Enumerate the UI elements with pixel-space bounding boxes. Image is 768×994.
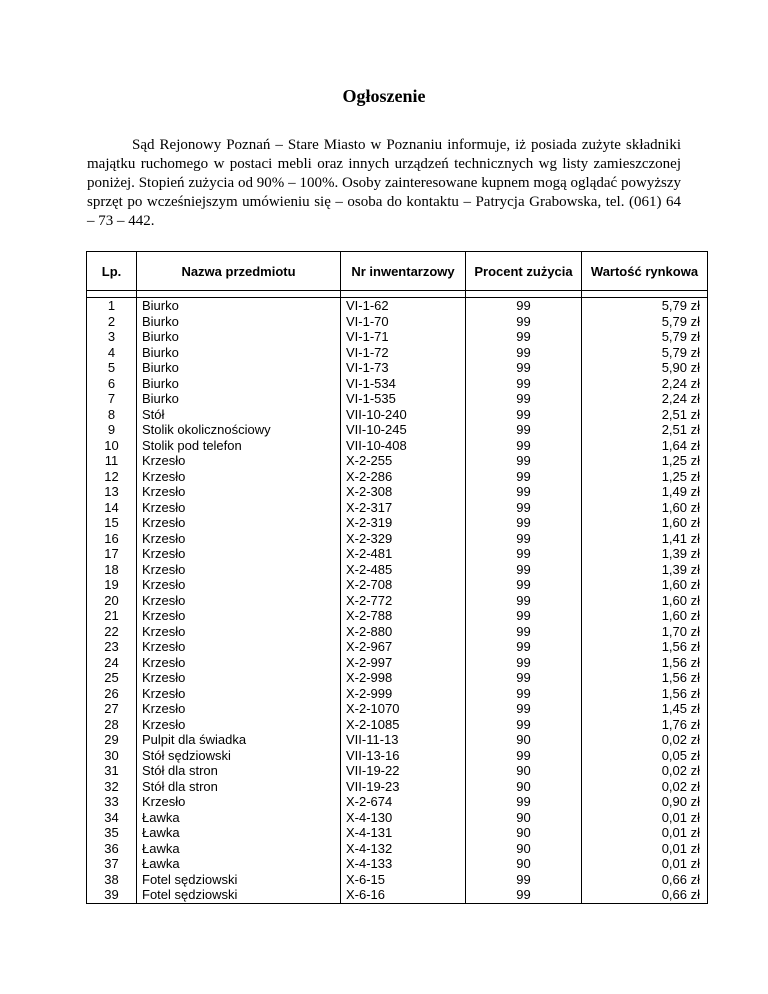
cell-name: Krzesło bbox=[142, 716, 186, 732]
cell-name: Krzesło bbox=[142, 484, 186, 499]
header-name: Nazwa przedmiotu bbox=[137, 252, 341, 291]
cell-lp: 34 bbox=[104, 809, 119, 825]
cell-name: Stół bbox=[142, 406, 165, 422]
cell-pct: 99 bbox=[516, 592, 531, 608]
cell-pct: 99 bbox=[516, 329, 531, 344]
cell-pct: 99 bbox=[516, 313, 531, 329]
cell-pct: 99 bbox=[516, 406, 531, 422]
header-pct: Procent zużycia bbox=[466, 252, 582, 291]
cell-nr: VI-1-535 bbox=[346, 391, 396, 406]
cell-pct: 99 bbox=[516, 360, 531, 375]
cell-name: Biurko bbox=[142, 313, 179, 329]
column-val bbox=[582, 298, 708, 904]
cell-val: 1,64 zł bbox=[661, 437, 700, 453]
cell-lp: 32 bbox=[104, 778, 119, 794]
cell-val: 1,60 zł bbox=[661, 577, 700, 592]
cell-nr: X-4-131 bbox=[346, 825, 393, 840]
cell-val: 2,24 zł bbox=[661, 391, 700, 406]
cell-lp: 31 bbox=[104, 763, 119, 778]
cell-pct: 99 bbox=[516, 344, 531, 360]
cell-val: 0,90 zł bbox=[661, 794, 700, 809]
inventory-table bbox=[86, 251, 708, 904]
header-nr: Nr inwentarzowy bbox=[341, 252, 466, 291]
column-pct bbox=[466, 298, 582, 904]
cell-val: 5,79 zł bbox=[661, 298, 700, 313]
cell-val: 0,05 zł bbox=[661, 747, 700, 763]
cell-name: Ławka bbox=[142, 856, 180, 871]
cell-name: Pulpit dla świadka bbox=[142, 732, 247, 747]
cell-lp: 30 bbox=[104, 747, 119, 763]
cell-name: Biurko bbox=[142, 344, 179, 360]
cell-nr: X-2-317 bbox=[346, 499, 393, 515]
cell-name: Fotel sędziowski bbox=[142, 887, 238, 902]
cell-nr: VII-10-240 bbox=[346, 406, 407, 422]
cell-lp: 26 bbox=[104, 685, 119, 701]
cell-val: 1,25 zł bbox=[661, 453, 700, 468]
cell-name: Krzesło bbox=[142, 561, 186, 577]
cell-pct: 99 bbox=[516, 499, 531, 515]
cell-val: 1,70 zł bbox=[661, 623, 700, 639]
cell-val: 0,01 zł bbox=[661, 809, 700, 825]
cell-nr: VI-1-70 bbox=[346, 313, 389, 329]
cell-pct: 90 bbox=[516, 825, 531, 840]
cell-lp: 19 bbox=[104, 577, 119, 592]
cell-name: Stół dla stron bbox=[142, 778, 218, 794]
cell-val: 1,39 zł bbox=[661, 561, 700, 577]
cell-pct: 99 bbox=[516, 639, 531, 654]
cell-name: Krzesło bbox=[142, 546, 186, 561]
cell-name: Stolik okolicznościowy bbox=[142, 422, 271, 437]
cell-name: Krzesło bbox=[142, 685, 186, 701]
cell-lp: 33 bbox=[104, 794, 119, 809]
cell-name: Biurko bbox=[142, 298, 179, 313]
cell-nr: VII-10-408 bbox=[346, 437, 407, 453]
cell-pct: 99 bbox=[516, 608, 531, 623]
cell-nr: X-4-132 bbox=[346, 840, 393, 856]
cell-val: 5,79 zł bbox=[661, 313, 700, 329]
cell-pct: 99 bbox=[516, 871, 531, 887]
table-gap-row bbox=[87, 291, 708, 298]
cell-val: 2,24 zł bbox=[661, 375, 700, 391]
cell-nr: X-2-998 bbox=[346, 670, 393, 685]
cell-nr: X-2-481 bbox=[346, 546, 393, 561]
cell-val: 0,01 zł bbox=[661, 856, 700, 871]
cell-nr: VI-1-71 bbox=[346, 329, 389, 344]
cell-name: Krzesło bbox=[142, 794, 186, 809]
header-lp: Lp. bbox=[87, 252, 137, 291]
cell-val: 0,01 zł bbox=[661, 840, 700, 856]
cell-pct: 99 bbox=[516, 747, 531, 763]
table-body-row bbox=[87, 298, 708, 904]
cell-lp: 39 bbox=[104, 887, 119, 902]
column-nr bbox=[341, 298, 466, 904]
cell-lp: 24 bbox=[104, 654, 119, 670]
cell-val: 0,02 zł bbox=[661, 732, 700, 747]
cell-val: 1,49 zł bbox=[661, 484, 700, 499]
cell-nr: X-2-788 bbox=[346, 608, 393, 623]
cell-name: Krzesło bbox=[142, 670, 186, 685]
cell-val: 1,76 zł bbox=[661, 716, 700, 732]
cell-nr: X-2-1085 bbox=[346, 716, 400, 732]
cell-val: 0,01 zł bbox=[661, 825, 700, 840]
cell-nr: VII-19-22 bbox=[346, 763, 400, 778]
cell-name: Krzesło bbox=[142, 468, 186, 484]
cell-val: 1,45 zł bbox=[661, 701, 700, 716]
gap-cell bbox=[466, 291, 582, 298]
cell-lp: 12 bbox=[104, 468, 119, 484]
cell-nr: X-2-772 bbox=[346, 592, 393, 608]
cell-lp: 25 bbox=[104, 670, 119, 685]
header-val: Wartość rynkowa bbox=[582, 252, 708, 291]
cell-lp: 21 bbox=[104, 608, 119, 623]
cell-name: Biurko bbox=[142, 375, 179, 391]
cell-nr: X-2-1070 bbox=[346, 701, 400, 716]
cell-lp: 28 bbox=[104, 716, 119, 732]
cell-name: Ławka bbox=[142, 840, 180, 856]
cell-val: 0,02 zł bbox=[661, 763, 700, 778]
cell-lp: 23 bbox=[104, 639, 119, 654]
cell-val: 5,90 zł bbox=[661, 360, 700, 375]
cell-pct: 99 bbox=[516, 484, 531, 499]
cell-val: 0,66 zł bbox=[661, 887, 700, 902]
cell-pct: 99 bbox=[516, 298, 531, 313]
cell-val: 1,25 zł bbox=[661, 468, 700, 484]
cell-name: Krzesło bbox=[142, 654, 186, 670]
cell-nr: X-6-16 bbox=[346, 887, 386, 902]
cell-val: 1,41 zł bbox=[661, 530, 700, 546]
cell-val: 5,79 zł bbox=[661, 344, 700, 360]
gap-cell bbox=[341, 291, 466, 298]
table-header-row bbox=[87, 252, 708, 291]
cell-name: Krzesło bbox=[142, 453, 186, 468]
cell-pct: 99 bbox=[516, 391, 531, 406]
cell-lp: 17 bbox=[104, 546, 119, 561]
cell-nr: X-2-286 bbox=[346, 468, 393, 484]
cell-lp: 18 bbox=[104, 561, 119, 577]
cell-name: Biurko bbox=[142, 329, 179, 344]
cell-val: 1,60 zł bbox=[661, 499, 700, 515]
cell-nr: X-2-880 bbox=[346, 623, 393, 639]
cell-name: Stolik pod telefon bbox=[142, 437, 242, 453]
cell-name: Krzesło bbox=[142, 639, 186, 654]
page-title: Ogłoszenie bbox=[342, 86, 426, 106]
cell-lp: 15 bbox=[104, 515, 119, 530]
cell-name: Biurko bbox=[142, 391, 179, 406]
cell-nr: X-6-15 bbox=[346, 871, 386, 887]
cell-val: 1,39 zł bbox=[661, 546, 700, 561]
cell-val: 1,56 zł bbox=[661, 654, 700, 670]
cell-lp: 8 bbox=[107, 406, 116, 422]
cell-pct: 99 bbox=[516, 701, 531, 716]
cell-lp: 13 bbox=[104, 484, 119, 499]
cell-name: Ławka bbox=[142, 809, 180, 825]
cell-pct: 99 bbox=[516, 654, 531, 670]
cell-val: 2,51 zł bbox=[661, 422, 700, 437]
cell-pct: 99 bbox=[516, 623, 531, 639]
cell-lp: 22 bbox=[104, 623, 119, 639]
cell-pct: 99 bbox=[516, 437, 531, 453]
cell-pct: 99 bbox=[516, 468, 531, 484]
cell-lp: 35 bbox=[104, 825, 119, 840]
cell-pct: 90 bbox=[516, 809, 531, 825]
cell-nr: X-4-130 bbox=[346, 809, 393, 825]
cell-val: 1,60 zł bbox=[661, 592, 700, 608]
gap-cell bbox=[137, 291, 341, 298]
cell-lp: 3 bbox=[107, 329, 116, 344]
cell-nr: VII-11-13 bbox=[346, 732, 399, 747]
cell-pct: 90 bbox=[516, 778, 531, 794]
cell-lp: 27 bbox=[104, 701, 119, 716]
cell-lp: 11 bbox=[104, 453, 119, 468]
cell-name: Krzesło bbox=[142, 608, 186, 623]
cell-nr: X-2-255 bbox=[346, 453, 393, 468]
cell-lp: 2 bbox=[107, 313, 116, 329]
cell-nr: VI-1-534 bbox=[346, 375, 396, 391]
cell-pct: 99 bbox=[516, 546, 531, 561]
cell-lp: 29 bbox=[104, 732, 119, 747]
cell-lp: 5 bbox=[107, 360, 116, 375]
cell-val: 1,56 zł bbox=[661, 685, 700, 701]
cell-nr: X-2-308 bbox=[346, 484, 393, 499]
cell-pct: 90 bbox=[516, 763, 531, 778]
cell-nr: VII-19-23 bbox=[346, 778, 400, 794]
cell-val: 2,51 zł bbox=[661, 406, 700, 422]
cell-lp: 9 bbox=[107, 422, 116, 437]
cell-pct: 90 bbox=[516, 732, 531, 747]
cell-lp: 37 bbox=[104, 856, 119, 871]
cell-lp: 1 bbox=[107, 298, 116, 313]
cell-pct: 90 bbox=[516, 840, 531, 856]
column-name bbox=[137, 298, 341, 904]
cell-lp: 36 bbox=[104, 840, 119, 856]
cell-nr: VI-1-62 bbox=[346, 298, 389, 313]
cell-pct: 99 bbox=[516, 577, 531, 592]
cell-pct: 99 bbox=[516, 515, 531, 530]
cell-pct: 99 bbox=[516, 670, 531, 685]
cell-val: 1,56 zł bbox=[661, 670, 700, 685]
cell-val: 0,66 zł bbox=[661, 871, 700, 887]
cell-name: Stół dla stron bbox=[142, 763, 218, 778]
gap-cell bbox=[87, 291, 137, 298]
cell-lp: 7 bbox=[107, 391, 116, 406]
cell-nr: X-2-329 bbox=[346, 530, 393, 546]
cell-nr: X-2-999 bbox=[346, 685, 393, 701]
cell-val: 1,56 zł bbox=[661, 639, 700, 654]
gap-cell bbox=[582, 291, 708, 298]
cell-val: 5,79 zł bbox=[661, 329, 700, 344]
cell-pct: 99 bbox=[516, 453, 531, 468]
cell-name: Krzesło bbox=[142, 701, 186, 716]
cell-pct: 99 bbox=[516, 887, 531, 902]
cell-name: Biurko bbox=[142, 360, 179, 375]
cell-name: Krzesło bbox=[142, 530, 186, 546]
cell-nr: X-2-997 bbox=[346, 654, 393, 670]
cell-pct: 90 bbox=[516, 856, 531, 871]
cell-lp: 20 bbox=[104, 592, 119, 608]
cell-nr: VI-1-72 bbox=[346, 344, 389, 360]
cell-pct: 99 bbox=[516, 716, 531, 732]
cell-name: Krzesło bbox=[142, 515, 186, 530]
cell-name: Stół sędziowski bbox=[142, 747, 231, 763]
cell-name: Krzesło bbox=[142, 577, 186, 592]
column-lp bbox=[87, 298, 137, 904]
cell-lp: 4 bbox=[107, 344, 116, 360]
cell-pct: 99 bbox=[516, 794, 531, 809]
cell-val: 1,60 zł bbox=[661, 608, 700, 623]
cell-nr: X-2-319 bbox=[346, 515, 393, 530]
cell-lp: 16 bbox=[104, 530, 119, 546]
cell-nr: X-2-967 bbox=[346, 639, 393, 654]
cell-nr: X-2-674 bbox=[346, 794, 393, 809]
cell-nr: VII-10-245 bbox=[346, 422, 407, 437]
cell-pct: 99 bbox=[516, 530, 531, 546]
cell-nr: X-2-708 bbox=[346, 577, 393, 592]
cell-val: 1,60 zł bbox=[661, 515, 700, 530]
announcement-paragraph: Sąd Rejonowy Poznań – Stare Miasto w Poznaniu informuje, iż posiada zużyte składniki majątku ruchomego w postaci mebli oraz innych urządzeń technicznych wg listy zamieszczonej poniżej. Stopień zużycia od 90% – 100%. Osoby zainteresowane kupnem mogą oglądać powyższy sprzęt po wcześniejszym umówieniu się – osoba do kontaktu – Patrycja Grabowska, tel. (061) 64 – 73 – 442. bbox=[87, 137, 681, 229]
cell-name: Krzesło bbox=[142, 499, 186, 515]
cell-lp: 6 bbox=[107, 375, 116, 391]
cell-nr: X-4-133 bbox=[346, 856, 393, 871]
cell-pct: 99 bbox=[516, 375, 531, 391]
cell-pct: 99 bbox=[516, 685, 531, 701]
cell-val: 0,02 zł bbox=[661, 778, 700, 794]
cell-nr: VI-1-73 bbox=[346, 360, 389, 375]
cell-pct: 99 bbox=[516, 422, 531, 437]
cell-name: Ławka bbox=[142, 825, 180, 840]
cell-name: Fotel sędziowski bbox=[142, 871, 238, 887]
cell-lp: 10 bbox=[104, 437, 119, 453]
cell-pct: 99 bbox=[516, 561, 531, 577]
cell-name: Krzesło bbox=[142, 592, 186, 608]
cell-nr: X-2-485 bbox=[346, 561, 393, 577]
cell-nr: VII-13-16 bbox=[346, 747, 400, 763]
cell-lp: 38 bbox=[104, 871, 119, 887]
cell-name: Krzesło bbox=[142, 623, 186, 639]
cell-lp: 14 bbox=[104, 499, 119, 515]
